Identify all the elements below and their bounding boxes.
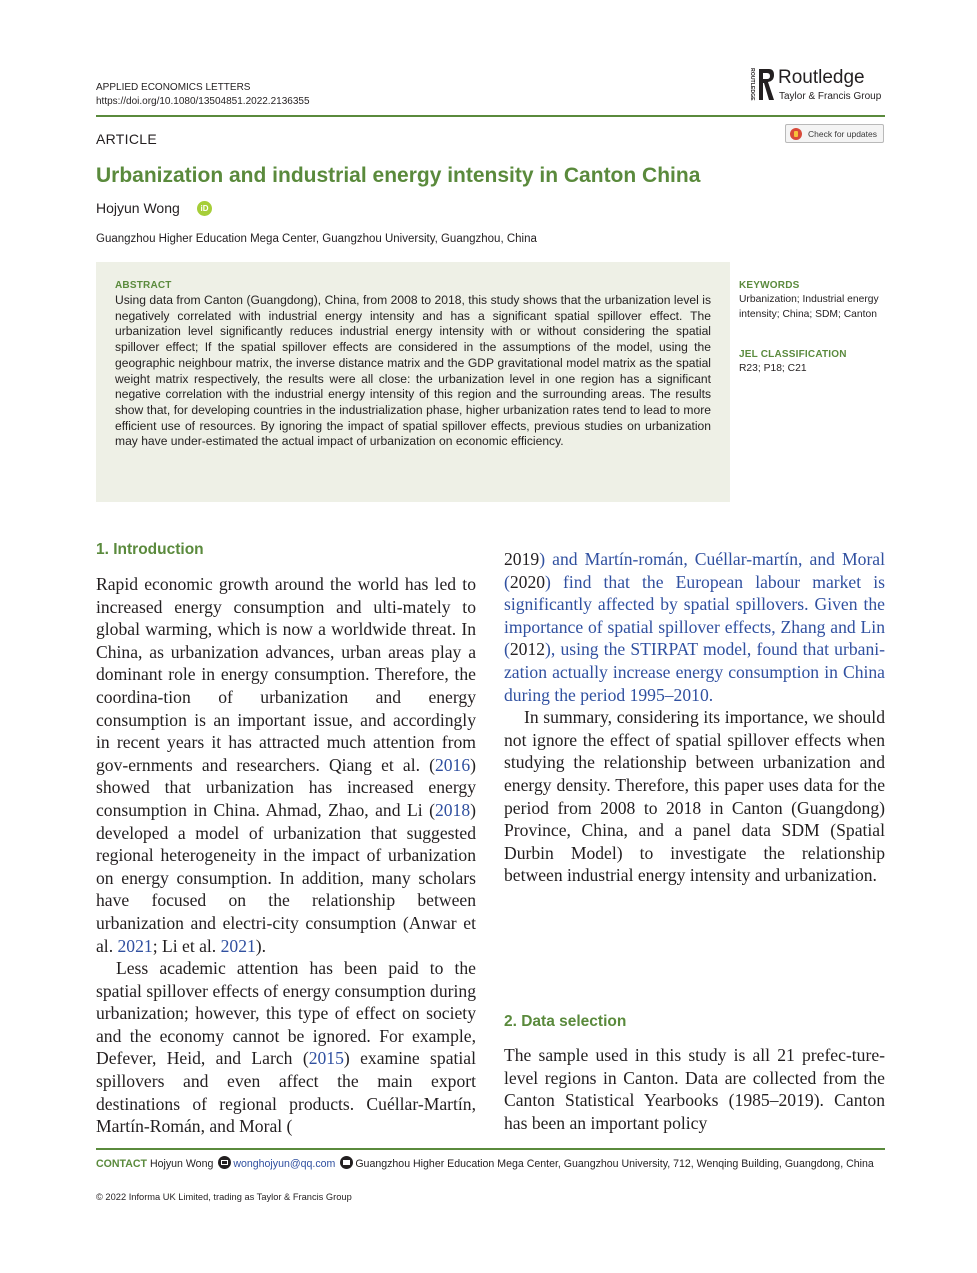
journal-name: APPLIED ECONOMICS LETTERS [96,82,251,93]
citation-link[interactable]: ), using the STIRPAT model, found that urbani-zation actually increase energy consumption in China during the period 1995–2010. [504,639,885,705]
contact-address: Guangzhou Higher Education Mega Center, Guangzhou University, 712, Wenqing Building, Guangdong, China [355,1158,874,1170]
intro-paragraph-2-continued: 2019) and Martín-román, Cuéllar-martín, and Moral (2020) find that the European labour market is significantly affected by spatial spillovers. Given the importance of spatial spillover effects, Zhang and Lin (2012), using the STIRPAT model, found that urbani-zation actually increase energy consumption in China during the period 1995–2010. [504,549,885,705]
crossmark-icon [790,128,802,140]
section-heading-data-selection: 2. Data selection [504,1013,627,1030]
author-name[interactable]: Hojyun Wong [96,200,180,216]
citation-link[interactable]: 2021 [117,935,153,956]
publisher-name: Routledge [778,67,865,88]
body-column-left [96,573,476,1138]
abstract-heading: ABSTRACT [115,280,172,291]
jel-heading: JEL CLASSIFICATION [739,349,847,360]
contact-label: CONTACT [96,1158,147,1170]
contact-name: Hojyun Wong [149,1158,214,1170]
citation-link[interactable]: 2018 [434,799,471,820]
routledge-logo-icon [745,66,775,104]
citation-link[interactable]: 2016 [434,754,471,775]
header-divider [96,115,885,117]
data-selection-column [504,1044,885,1134]
check-for-updates-label: Check for updates [808,129,877,139]
intro-paragraph-2: Less academic attention has been paid to the spatial spillover effects of energy consumption during urbanization; however, this type of effect on society and the economy cannot be ignored. For example, Defever, Heid, and Larch (2015) examine spatial spillovers and even affect the main export destinations of regional products. Cuéllar-Martín, Martín-Román, and Moral ( [96,958,476,1137]
data-paragraph-1: The sample used in this study is all 21 prefec-ture-level regions in Canton. Data are collected from the Canton Statistical Yearbooks (1985–2019). Canton has been an important policy [504,1045,885,1133]
abstract-text: Using data from Canton (Guangdong), China, from 2008 to 2018, this study shows that the urbanization level is negatively correlated with industrial energy intensity and has a significant spatial spillover effect. The urbanization level significantly reduces industrial energy intensity with or without considering the spatial spillover effect; If the spatial spillover effects are considered in the assumptions of the model, using the geographic neighbour matrix, the inverse distance matrix and the GDP gravitational model matrix as the spatial weight matrix respectively, the results were all close: the urbanization level in one region has a significant negative correlation with the industrial energy intensity of this region and the surrounding areas. The results show that, for developing countries in the industrialization phase, higher urbanization rates tend to lead to more efficient use of resources. By ignoring the impact of spatial spillover effects, previous studies on urbanization may have under-estimated the actual impact of urbanization on economic efficiency. [115,293,711,449]
contact-info [96,1156,885,1172]
body-column-right [504,548,885,887]
jel-text: R23; P18; C21 [739,363,807,374]
doi-link[interactable]: https://doi.org/10.1080/13504851.2022.2136355 [96,96,310,107]
email-icon [218,1156,231,1169]
publisher-subname: Taylor & Francis Group [779,91,882,102]
article-title: Urbanization and industrial energy intensity in Canton China [96,164,701,187]
citation-link[interactable]: 2021 [220,935,256,956]
address-icon [340,1156,353,1169]
author-affiliation: Guangzhou Higher Education Mega Center, Guangzhou University, Guangzhou, China [96,233,537,245]
intro-paragraph-1: Rapid economic growth around the world has led to increased energy consumption and ulti-mately to global warming, which is now a worldwide threat. In China, as urbanization advances, urban areas play a dominant role in energy consumption. Therefore, the coordina-tion of urbanization and energy consumption is an important issue, and accordingly in recent years it has attracted much attention from gov-ernments and researchers. Qiang et al. (2016) showed that urbanization has increased energy consumption in China. Ahmad, Zhao, and Li (2018) developed a model of urbanization that suggested regional heterogeneity in the impact of urbanization on energy consumption. In addition, many scholars have focused on the relationship between urbanization and electri-city consumption (Anwar et al. 2021; Li et al. 2021). [96,574,476,956]
footer-divider [96,1148,885,1150]
orcid-icon[interactable]: iD [197,201,212,216]
citation-link[interactable]: 2015 [308,1048,344,1069]
keywords-text: Urbanization; Industrial energy intensity; China; SDM; Canton [739,294,879,320]
section-heading-introduction: 1. Introduction [96,541,204,558]
citation-link[interactable]: ) and Martín-román, Cuéllar-martín, and Moral ( [504,549,885,592]
check-for-updates-button[interactable] [785,124,884,143]
intro-paragraph-3: In summary, considering its importance, we should not ignore the effect of spatial spillover effects when studying the relationship between urbanization and energy density. Therefore, this paper uses data for the period from 2008 to 2018 in Canton (Guangdong) Province, China, and a panel data SDM (Spatial Durbin Model) to investigate the relationship between industrial energy intensity and urbanization. [504,707,885,886]
contact-email-link[interactable]: wonghojyun@qq.com [233,1158,336,1170]
citation-link[interactable]: ) find that the European labour market is significantly affected by spatial spillovers. Given the importance of spatial spillover effects, Zhang and Lin ( [504,571,885,660]
publisher-logo[interactable] [745,66,885,106]
keywords-heading: KEYWORDS [739,280,800,291]
article-type: ARTICLE [96,131,157,147]
copyright-notice: © 2022 Informa UK Limited, trading as Taylor & Francis Group [96,1192,352,1202]
publisher-vertical-text: ROUTLEDGE [749,68,755,101]
